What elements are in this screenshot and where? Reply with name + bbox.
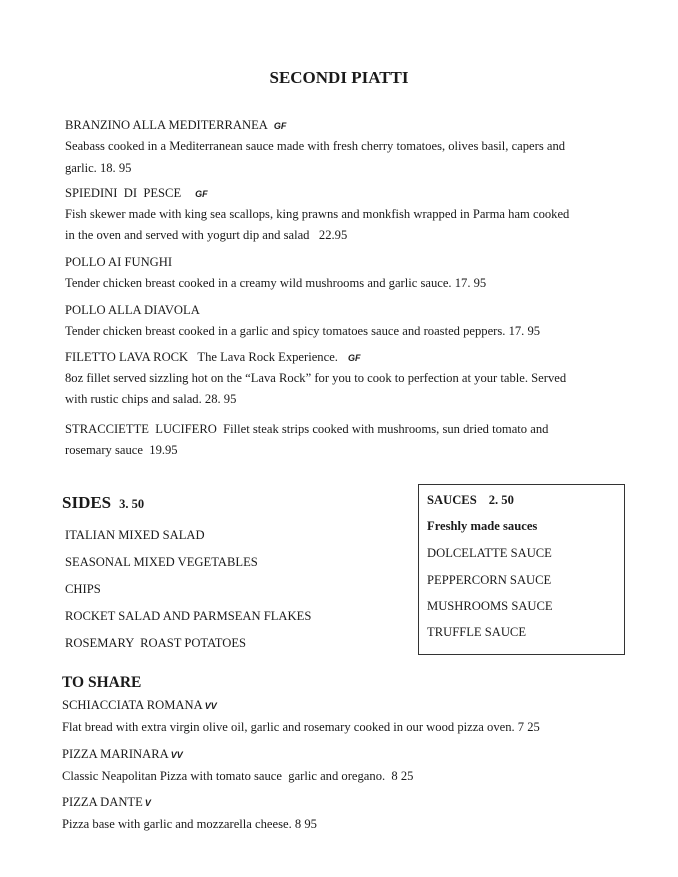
side-item: ITALIAN MIXED SALAD bbox=[65, 528, 205, 542]
share-item-name bbox=[62, 696, 217, 715]
sides-title: SIDES bbox=[62, 493, 112, 512]
share-item-name bbox=[62, 793, 151, 812]
dish-name: POLLO ALLA DIAVOLA bbox=[65, 303, 200, 317]
side-item: ROCKET SALAD AND PARMSEAN FLAKES bbox=[65, 609, 312, 623]
gluten-free-tag: GF bbox=[347, 353, 361, 363]
dish-desc: Fish skewer made with king sea scallops, king prawns and monkfish wrapped in Parma ham cooked bbox=[65, 207, 570, 221]
share-item-desc: Classic Neapolitan Pizza with tomato sauce garlic and oregano. 8 25 bbox=[62, 769, 414, 783]
sauces-heading bbox=[427, 491, 514, 509]
side-item: CHIPS bbox=[65, 582, 101, 596]
sauce-item: DOLCELATTE SAUCE bbox=[427, 546, 552, 560]
sauce-item: PEPPERCORN SAUCE bbox=[427, 573, 552, 587]
sauce-item: TRUFFLE SAUCE bbox=[427, 625, 527, 639]
page-title: SECONDI PIATTI bbox=[269, 68, 409, 87]
sauces-price: 2. 50 bbox=[488, 493, 514, 507]
dish-name bbox=[65, 184, 208, 203]
sauces-subtitle: Freshly made sauces bbox=[427, 519, 538, 533]
share-name-text: SCHIACCIATA ROMANA bbox=[62, 698, 203, 712]
share-name-text: PIZZA MARINARA bbox=[62, 747, 169, 761]
dish-name: STRACCIETTE LUCIFERO Fillet steak strips cooked with mushrooms, sun dried tomato and bbox=[65, 422, 549, 436]
gluten-free-tag: GF bbox=[195, 189, 208, 199]
dish-name bbox=[65, 348, 360, 367]
dish-desc: with rustic chips and salad. 28. 95 bbox=[65, 392, 237, 406]
vegetarian-tag: V bbox=[144, 798, 151, 808]
dish-desc: rosemary sauce 19.95 bbox=[65, 443, 178, 457]
gluten-free-tag: GF bbox=[273, 121, 287, 131]
share-item-name bbox=[62, 745, 183, 764]
sides-heading bbox=[62, 494, 144, 513]
dish-desc: Tender chicken breast cooked in a garlic and spicy tomatoes sauce and roasted peppers. 17. 95 bbox=[65, 324, 541, 338]
dish-name bbox=[65, 116, 286, 135]
dish-desc: Seabass cooked in a Mediterranean sauce made with fresh cherry tomatoes, olives basil, capers and bbox=[65, 139, 566, 153]
dish-desc: Tender chicken breast cooked in a creamy wild mushrooms and garlic sauce. 17. 95 bbox=[65, 276, 487, 290]
dish-desc: 8oz fillet served sizzling hot on the “Lava Rock” for you to cook to perfection at your table. Served bbox=[65, 371, 567, 385]
dish-desc: in the oven and served with yogurt dip and salad 22.95 bbox=[65, 228, 348, 242]
sauce-item: MUSHROOMS SAUCE bbox=[427, 599, 553, 613]
side-item: ROSEMARY ROAST POTATOES bbox=[65, 636, 247, 650]
dish-name-text: SPIEDINI DI PESCE bbox=[65, 186, 182, 200]
dish-name-text: BRANZINO ALLA MEDITERRANEA bbox=[65, 118, 268, 132]
sauces-box bbox=[418, 484, 625, 655]
side-item: SEASONAL MIXED VEGETABLES bbox=[65, 555, 258, 569]
share-name-text: PIZZA DANTE bbox=[62, 795, 143, 809]
vegan-tag: VV bbox=[170, 750, 183, 760]
dish-name: POLLO AI FUNGHI bbox=[65, 255, 173, 269]
sauces-title: SAUCES bbox=[427, 493, 477, 507]
share-item-desc: Pizza base with garlic and mozzarella cheese. 8 95 bbox=[62, 817, 317, 831]
to-share-heading: TO SHARE bbox=[62, 674, 142, 691]
vegan-tag: VV bbox=[204, 701, 217, 711]
sides-price: 3. 50 bbox=[119, 497, 145, 511]
share-item-desc: Flat bread with extra virgin olive oil, garlic and rosemary cooked in our wood pizza oven. 7 25 bbox=[62, 720, 540, 734]
dish-name-text: FILETTO LAVA ROCK The Lava Rock Experience. bbox=[65, 350, 338, 364]
dish-desc: garlic. 18. 95 bbox=[65, 161, 132, 175]
